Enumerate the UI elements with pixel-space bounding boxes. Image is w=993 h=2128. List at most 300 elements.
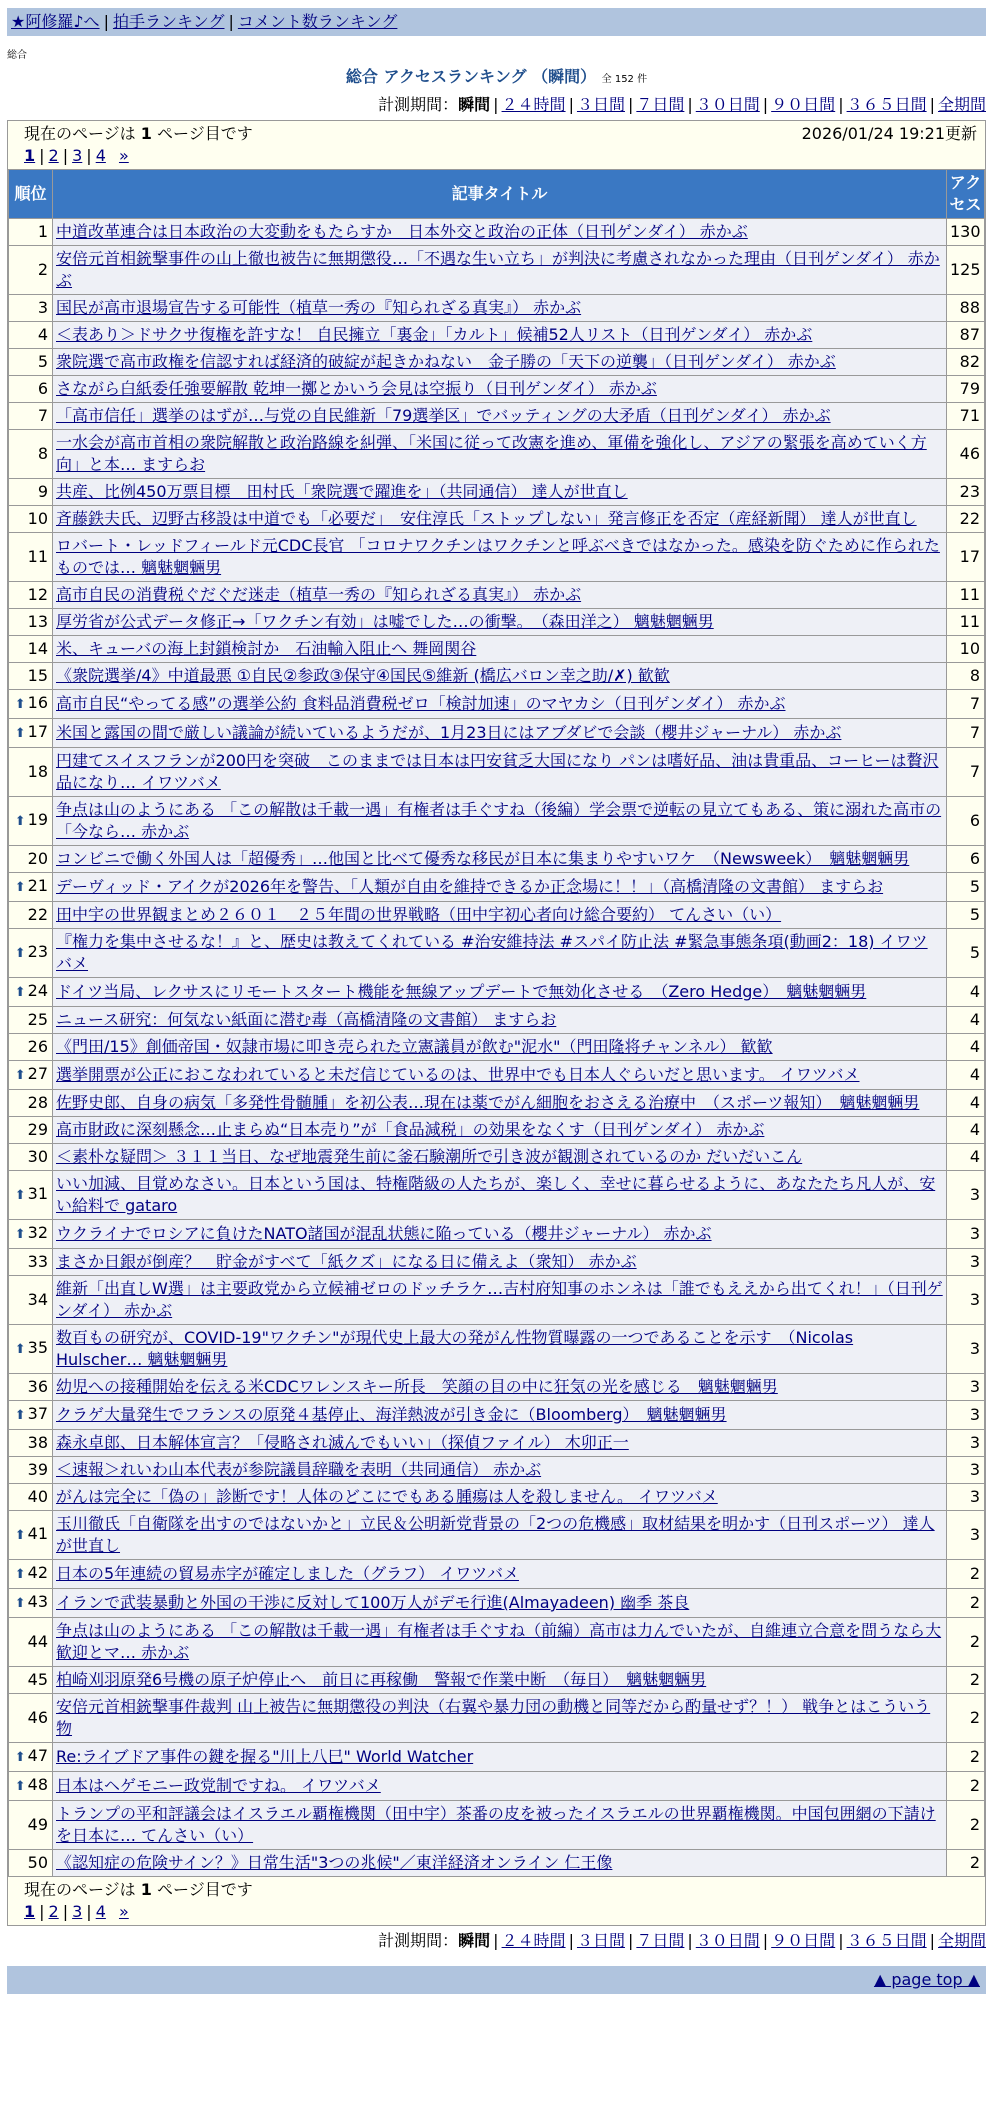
pager-separator: | [62,1902,69,1921]
rank-number: 17 [27,722,48,741]
rank-number: 27 [27,1064,48,1083]
title-cell [53,479,947,506]
access-count: 125 [947,246,985,295]
pager-link[interactable]: » [118,1902,129,1921]
period-label: 計測期間： [378,95,459,114]
access-count: 7 [947,748,985,797]
article-link[interactable]: がんは完全に「偽の」診断です！人体のどこにでもある腫瘍は人を殺しません。 イワツバメ [56,1487,718,1506]
rank-up-arrow-icon: ⬆ [14,726,26,741]
period-link[interactable]: ７日間 [636,95,685,114]
article-link[interactable]: ニュース研究：何気ない紙面に潜む毒（高橋清隆の文書館） ますらお [56,1010,557,1029]
rank-cell [9,1374,53,1401]
access-count: 5 [947,873,985,902]
table-row [9,1090,985,1117]
title-cell [53,1249,947,1276]
access-count: 3 [947,1220,985,1249]
period-link[interactable]: 全期間 [937,1931,986,1950]
access-count: 22 [947,506,985,533]
article-link[interactable]: 『権力を集中させるな！』と、歴史は教えてくれている #治安維持法 #スパイ防止法 #緊急事態条項(動画2：18) イワツバメ [56,932,928,973]
period-link[interactable]: ７日間 [636,1931,685,1950]
pager-separator: | [86,146,92,165]
title-cell [53,1220,947,1249]
rank-number: 1 [37,222,48,241]
table-row [9,1374,985,1401]
pager-link[interactable]: 2 [48,146,59,165]
table-row [9,403,985,430]
period-separator: | [627,95,634,114]
rank-up-arrow-icon: ⬆ [14,1188,26,1203]
pager-bottom [8,1901,985,1925]
rank-cell [9,636,53,663]
table-row [9,1560,985,1589]
article-link[interactable]: 斉藤鉄夫氏、辺野古移設は中道でも「必要だ」 安住淳氏「ストップしない」発言修正を否定（産経新聞） 達人が世直し [56,509,917,528]
title-cell [53,349,947,376]
title-cell [53,430,947,479]
table-row [9,246,985,295]
title-cell [53,219,947,246]
table-row [9,1276,985,1325]
period-separator: | [627,1931,634,1950]
like-ranking-link[interactable]: 拍手ランキング [112,12,225,31]
rank-cell [9,690,53,719]
rank-cell [9,430,53,479]
pager-current-page[interactable]: 1 [24,1902,36,1921]
article-link[interactable]: さながら白紙委任強要解散 乾坤一擲とかいう会見は空振り（日刊ゲンダイ） 赤かぶ [56,379,657,398]
title-cell [53,1007,947,1034]
access-count: 3 [947,1401,985,1430]
title-cell [53,322,947,349]
title-cell [53,846,947,873]
rank-number: 31 [27,1184,48,1203]
article-link[interactable]: 田中宇の世界観まとめ２６０１ ２５年間の世界戦略（田中宇初心者向け総合要約） てんさい（い） [56,905,782,924]
period-label: 計測期間： [378,1931,459,1950]
article-link[interactable]: 《門田/15》創価帝国・奴隷市場に叩き売られた立憲議員が飲む"泥水"（門田隆将チャンネル） 歓歓 [56,1037,773,1056]
article-link[interactable]: 高市財政に深刻懸念…止まらぬ“日本売り”が「食品減税」の効果をなくす（日刊ゲンダイ） 赤かぶ [56,1120,765,1139]
article-link[interactable]: 《認知症の危険サイン？》日常生活"3つの兆候"／東洋経済オンライン 仁王像 [56,1853,613,1872]
rank-cell [9,1801,53,1850]
period-separator: | [838,1931,844,1950]
access-count: 3 [947,1171,985,1220]
period-separator: | [568,95,574,114]
table-row [9,349,985,376]
article-link[interactable]: 衆院選で高市政権を信認すれば経済的破綻が起きかねない 金子勝の「天下の逆襲」（日刊ゲンダイ） 赤かぶ [56,352,836,371]
rank-number: 34 [27,1290,48,1309]
rank-number: 11 [27,547,48,566]
period-selector-top [7,94,986,116]
rank-cell [9,929,53,978]
title-cell [53,1850,947,1877]
period-separator: | [762,95,769,114]
rank-number: 16 [27,693,48,712]
rank-cell [9,403,53,430]
article-link[interactable]: コンビニで働く外国人は「超優秀」…他国と比べて優秀な移民が日本に集まりやすいワケ （Newsweek） 魑魅魍魎男 [56,849,910,868]
access-count: 3 [947,1430,985,1457]
rank-up-arrow-icon: ⬆ [14,1227,26,1242]
rank-cell [9,533,53,582]
pager-link[interactable]: » [118,146,129,165]
period-separator: | [493,1931,499,1950]
rank-up-arrow-icon: ⬆ [14,985,26,1000]
rank-number: 39 [27,1460,48,1479]
table-row [9,929,985,978]
rank-cell [9,1743,53,1772]
access-count: 2 [947,1667,985,1694]
table-row [9,582,985,609]
table-row [9,430,985,479]
article-link[interactable]: トランプの平和評議会はイスラエル覇権機関（田中宇）茶番の皮を被ったイスラエルの世界覇権機関。中国包囲網の下請けを日本に… てんさい（い） [56,1804,936,1845]
rank-cell [9,582,53,609]
item-count: 全 152 件 [601,74,648,85]
table-row [9,748,985,797]
rank-cell [9,1325,53,1374]
rank-number: 5 [37,352,48,371]
article-link[interactable]: 維新「出直しW選」は主要政党から立候補ゼロのドッチラケ…吉村府知事のホンネは「誰でもええから出てくれ！」（日刊ゲンダイ） 赤かぶ [56,1279,943,1320]
article-link[interactable]: 日本の5年連続の貿易赤字が確定しました（グラフ） イワツバメ [56,1564,519,1583]
rank-number: 3 [37,298,48,317]
title-cell [53,506,947,533]
rank-number: 12 [27,585,48,604]
title-cell [53,1325,947,1374]
title-cell [53,533,947,582]
comment-ranking-link[interactable]: コメント数ランキング [237,12,398,31]
rank-cell [9,1220,53,1249]
period-separator: | [929,1931,935,1950]
access-count: 130 [947,219,985,246]
rank-number: 40 [27,1487,48,1506]
table-row [9,1772,985,1801]
table-row [9,636,985,663]
pager-separator [110,146,115,165]
period-link[interactable]: ３６５日間 [846,1931,927,1950]
article-link[interactable]: 「高市信任」選挙のはずが…与党の自民維新「79選挙区」でバッティングの大矛盾（日刊ゲンダイ） 赤かぶ [56,406,831,425]
pager-link[interactable]: 3 [72,146,83,165]
rank-number: 41 [27,1524,48,1543]
ranking-body [9,219,985,1877]
title-cell [53,609,947,636]
article-link[interactable]: ウクライナでロシアに負けたNATO諸国が混乱状態に陥っている（櫻井ジャーナル） 赤かぶ [56,1224,712,1243]
top-nav-bar [7,8,986,36]
period-separator: | [838,95,844,114]
pager-top [8,145,985,169]
rank-cell [9,1249,53,1276]
article-link[interactable]: 一水会が高市首相の衆院解散と政治路線を糾弾、「米国に従って改憲を進め、軍備を強化し、アジアの緊張を高めていく方向」と本… ますらお [56,433,927,474]
rank-up-arrow-icon: ⬆ [14,697,26,712]
rank-cell [9,295,53,322]
period-separator: | [929,95,935,114]
rank-number: 7 [37,406,48,425]
rank-number: 47 [27,1746,48,1765]
rank-cell [9,1694,53,1743]
period-separator: | [568,1931,574,1950]
rank-number: 45 [27,1670,48,1689]
rank-cell [9,1171,53,1220]
title-cell [53,1484,947,1511]
table-row [9,1220,985,1249]
title-cell [53,1374,947,1401]
access-count: 71 [947,403,985,430]
rank-cell [9,719,53,748]
period-selector-bottom [7,1930,986,1952]
table-row [9,376,985,403]
access-count: 88 [947,295,985,322]
article-link[interactable]: 森永卓郎、日本解体宣言？「侵略され滅んでもいい」（探偵ファイル） 木卯正一 [56,1433,629,1452]
title-cell [53,1618,947,1667]
access-count: 2 [947,1850,985,1877]
page-info-bottom: 現在のページは 1 ページ目です [24,1880,253,1899]
rank-number: 50 [27,1853,48,1872]
rank-cell [9,1484,53,1511]
rank-number: 4 [37,325,48,344]
rank-cell [9,1667,53,1694]
rank-cell [9,1772,53,1801]
article-link[interactable]: Re:ライブドア事件の鍵を握る"川上八巳" World Watcher [56,1747,474,1766]
title-cell [53,1772,947,1801]
pager-separator: | [86,1902,92,1921]
title-cell [53,748,947,797]
article-link[interactable]: 安倍元首相銃撃事件の山上徹也被告に無期懲役…「不遇な生い立ち」が判決に考慮されなかった理由（日刊ゲンダイ） 赤かぶ [56,249,940,290]
article-link[interactable]: まさか日銀が倒産？ 貯金がすべて「紙クズ」になる日に備えよ（衆知） 赤かぶ [56,1252,637,1271]
page-info: 現在のページは 1 ページ目です [24,124,253,143]
title-cell [53,1589,947,1618]
rank-number: 30 [27,1147,48,1166]
rank-number: 10 [27,509,48,528]
article-link[interactable]: 争点は山のようにある 「この解散は千載一遇」有権者は手ぐすね（後編）学会票で逆転の見立てもある、策に溺れた高市の「今なら… 赤かぶ [56,800,942,841]
article-link[interactable]: ロバート・レッドフィールド元CDC長官 「コロナワクチンはワクチンと呼ぶべきではなかった。感染を防ぐために作られたものでは… 魑魅魍魎男 [56,536,940,577]
title-cell [53,797,947,846]
period-separator: | [687,95,693,114]
rank-number: 6 [37,379,48,398]
article-link[interactable]: 共産、比例450万票目標 田村氏「衆院選で躍進を」（共同通信） 達人が世直し [56,482,628,501]
article-link[interactable]: 安倍元首相銃撃事件裁判 山上被告に無期懲役の判決（右翼や暴力団の動機と同等だから酌量せず？！） 戦争とはこういう物 [56,1697,931,1738]
access-count: 87 [947,322,985,349]
table-row [9,846,985,873]
table-row [9,719,985,748]
article-link[interactable]: イランで武装暴動と外国の干渉に反対して100万人がデモ行進(Almayadeen) 幽季 茶良 [56,1593,690,1612]
rank-number: 33 [27,1252,48,1271]
table-row [9,902,985,929]
article-link[interactable]: ＜素朴な疑問＞ ３１１当日、なぜ地震発生前に釜石験潮所で引き波が観測されているのか だいだいこん [56,1147,803,1166]
access-count: 3 [947,1276,985,1325]
access-count: 2 [947,1589,985,1618]
access-count: 6 [947,846,985,873]
pager-link[interactable]: 4 [95,1902,106,1921]
title-cell [53,1511,947,1560]
article-link[interactable]: ＜表あり＞ドサクサ復権を許すな！ 自民擁立「裏金」「カルト」候補52人リスト（日刊ゲンダイ） 赤かぶ [56,325,813,344]
access-count: 2 [947,1694,985,1743]
table-row [9,1171,985,1220]
table-row [9,219,985,246]
period-link[interactable]: ３０日間 [695,1931,760,1950]
rank-cell [9,322,53,349]
rank-up-arrow-icon: ⬆ [14,814,26,829]
pager-current-page[interactable]: 1 [24,146,36,165]
rank-number: 44 [27,1632,48,1651]
rank-number: 32 [27,1223,48,1242]
access-count: 79 [947,376,985,403]
access-count: 10 [947,636,985,663]
article-link[interactable]: 佐野史郎、自身の病気「多発性骨髄腫」を初公表…現在は薬でがん細胞をおさえる治療中 （スポーツ報知） 魑魅魍魎男 [56,1093,920,1112]
table-row [9,797,985,846]
rank-number: 48 [27,1775,48,1794]
rank-up-arrow-icon: ⬆ [14,1528,26,1543]
period-link[interactable]: ３０日間 [695,95,760,114]
table-row [9,609,985,636]
rank-cell [9,797,53,846]
rank-number: 37 [27,1404,48,1423]
article-link[interactable]: 円建てスイスフランが200円を突破 このままでは日本は円安貧乏大国になり パンは嗜好品、油は貴重品、コーヒーは贅沢品になり… イワツバメ [56,751,939,792]
title-cell [53,690,947,719]
title-cell [53,1090,947,1117]
rank-number: 43 [27,1592,48,1611]
article-link[interactable]: 高市自民の消費税ぐだぐだ迷走（植草一秀の『知られざる真実』） 赤かぶ [56,585,582,604]
access-count: 11 [947,582,985,609]
access-count: 3 [947,1457,985,1484]
rank-number: 18 [27,762,48,781]
access-count: 8 [947,663,985,690]
rank-cell [9,1061,53,1090]
rank-number: 14 [27,639,48,658]
rank-cell [9,873,53,902]
article-link[interactable]: いい加減、目覚めなさい。日本という国は、特権階級の人たちが、楽しく、幸せに暮らせるように、あなたたち凡人が、安い給料で gataro [56,1174,936,1215]
rank-cell [9,1034,53,1061]
period-link[interactable]: ３６５日間 [846,95,927,114]
access-count: 11 [947,609,985,636]
table-row [9,295,985,322]
title-cell [53,663,947,690]
rank-number: 38 [27,1433,48,1452]
article-link[interactable]: 国民が高市退場宣告する可能性（植草一秀の『知られざる真実』） 赤かぶ [56,298,582,317]
period-separator: | [762,1931,769,1950]
rank-cell [9,1850,53,1877]
rank-number: 28 [27,1093,48,1112]
rank-number: 35 [27,1338,48,1357]
access-count: 4 [947,1144,985,1171]
rank-number: 36 [27,1377,48,1396]
period-current: 瞬間 [458,95,491,114]
pager-link[interactable]: 4 [95,146,106,165]
access-count: 5 [947,929,985,978]
table-row [9,1034,985,1061]
rank-up-arrow-icon: ⬆ [14,946,26,961]
article-link[interactable]: 日本はヘゲモニー政党制ですね。 イワツバメ [56,1776,381,1795]
nav-separator: | [228,12,234,31]
period-link[interactable]: ２４時間 [501,95,566,114]
title-cell [53,1171,947,1220]
title-cell [53,1276,947,1325]
title-cell [53,902,947,929]
article-link[interactable]: 柏崎刈羽原発6号機の原子炉停止へ 前日に再稼働 警報で作業中断 （毎日） 魑魅魍魎男 [56,1670,707,1689]
nav-separator: | [103,12,109,31]
article-link[interactable]: 《衆院選挙/4》中道最悪 ①自民②参政③保守④国民⑤維新 (橋広バロン幸之助/✗) 歓歓 [56,666,670,685]
rank-number: 8 [37,444,48,463]
article-link[interactable]: 中道改革連合は日本政治の大変動をもたらすか 日本外交と政治の正体（日刊ゲンダイ） 赤かぶ [56,222,748,241]
article-link[interactable]: 争点は山のようにある 「この解散は千載一遇」有権者は手ぐすね（前編）高市は力んでいたが、自維連立合意を問うなら大歓迎とマ… 赤かぶ [56,1621,942,1662]
article-link[interactable]: 数百もの研究が、COVID-19"ワクチン"が現代史上最大の発がん性物質曝露の一つであることを示す （Nicolas Hulscher… 魑魅魍魎男 [56,1328,854,1369]
table-row [9,1850,985,1877]
period-link[interactable]: ３日間 [576,1931,625,1950]
table-row [9,1618,985,1667]
table-row [9,1694,985,1743]
article-link[interactable]: 米、キューバの海上封鎖検討か 石油輸入阻止へ 舞岡関谷 [56,639,477,658]
rank-cell [9,1430,53,1457]
breadcrumb: 総合 [7,50,27,61]
rank-cell [9,1117,53,1144]
pager-link[interactable]: 2 [48,1902,59,1921]
title-cell [53,1034,947,1061]
article-link[interactable]: 幼児への接種開始を伝える米CDCワレンスキー所長 笑顔の目の中に狂気の光を感じる 魑魅魍魎男 [56,1377,778,1396]
period-link[interactable]: ２４時間 [501,1931,566,1950]
article-link[interactable]: 米国と露国の間で厳しい議論が続いているようだが、1月23日にはアブダビで会談（櫻井ジャーナル） 赤かぶ [56,723,842,742]
title-cell [53,978,947,1007]
access-count: 3 [947,1249,985,1276]
article-link[interactable]: ＜速報＞れいわ山本代表が参院議員辞職を表明（共同通信） 赤かぶ [56,1460,542,1479]
ranking-panel [7,120,986,1926]
table-row [9,1484,985,1511]
rank-number: 49 [27,1815,48,1834]
pager-link[interactable]: 3 [72,1902,83,1921]
access-count: 2 [947,1743,985,1772]
title-cell [53,1401,947,1430]
rank-number: 9 [37,482,48,501]
rank-cell [9,1401,53,1430]
ranking-table [8,169,985,1877]
rank-cell [9,1276,53,1325]
site-home-link[interactable]: ★阿修羅♪へ [11,12,100,31]
page-top-link[interactable]: ▲ page top ▲ [873,1970,980,1989]
article-link[interactable]: 選挙開票が公正におこなわれていると未だ信じているのは、世界中でも日本人ぐらいだと思います。 イワツバメ [56,1065,860,1084]
period-link[interactable]: ９０日間 [771,1931,836,1950]
rank-cell [9,479,53,506]
access-count: 5 [947,902,985,929]
title-cell [53,636,947,663]
rank-cell [9,1457,53,1484]
article-link[interactable]: デーヴィッド・アイクが2026年を警告、「人類が自由を維持できるか正念場に！！」（高橋清隆の文書館） ますらお [56,877,884,896]
article-link[interactable]: ドイツ当局、レクサスにリモートスタート機能を無線アップデートで無効化させる （Zero Hedge） 魑魅魍魎男 [56,982,867,1001]
rank-cell [9,219,53,246]
access-count: 82 [947,349,985,376]
article-link[interactable]: 玉川徹氏「自衛隊を出すのではないかと」立民＆公明新党背景の「2つの危機感」取材結果を明かす（日刊スポーツ） 達人が世直し [56,1514,935,1555]
access-count: 2 [947,1618,985,1667]
rank-cell [9,1560,53,1589]
rank-up-arrow-icon: ⬆ [14,1596,26,1611]
rank-up-arrow-icon: ⬆ [14,1567,26,1582]
title-cell [53,873,947,902]
pager-separator [110,1902,115,1921]
title-cell [53,1144,947,1171]
article-link[interactable]: 高市自民“やってる感”の選挙公約 食料品消費税ゼロ「検討加速」のマヤカシ（日刊ゲンダイ） 赤かぶ [56,694,786,713]
access-count: 4 [947,1061,985,1090]
period-link[interactable]: 全期間 [937,95,986,114]
article-link[interactable]: クラゲ大量発生でフランスの原発４基停止、海洋熱波が引き金に（Bloomberg） 魑魅魍魎男 [56,1405,727,1424]
rank-number: 42 [27,1563,48,1582]
table-row [9,1325,985,1374]
title-cell [53,1801,947,1850]
period-link[interactable]: ３日間 [576,95,625,114]
period-link[interactable]: ９０日間 [771,95,836,114]
period-separator: | [687,1931,693,1950]
access-count: 7 [947,719,985,748]
access-count: 2 [947,1772,985,1801]
access-count: 23 [947,479,985,506]
table-row [9,978,985,1007]
article-link[interactable]: 厚労省が公式データ修正→「ワクチン有効」は嘘でした…の衝撃。 （森田洋之） 魑魅魍魎男 [56,612,714,631]
period-current: 瞬間 [458,1931,491,1950]
title-cell [53,295,947,322]
table-row [9,479,985,506]
access-count: 3 [947,1511,985,1560]
table-row [9,533,985,582]
page-info-bottom-row [8,1877,985,1901]
